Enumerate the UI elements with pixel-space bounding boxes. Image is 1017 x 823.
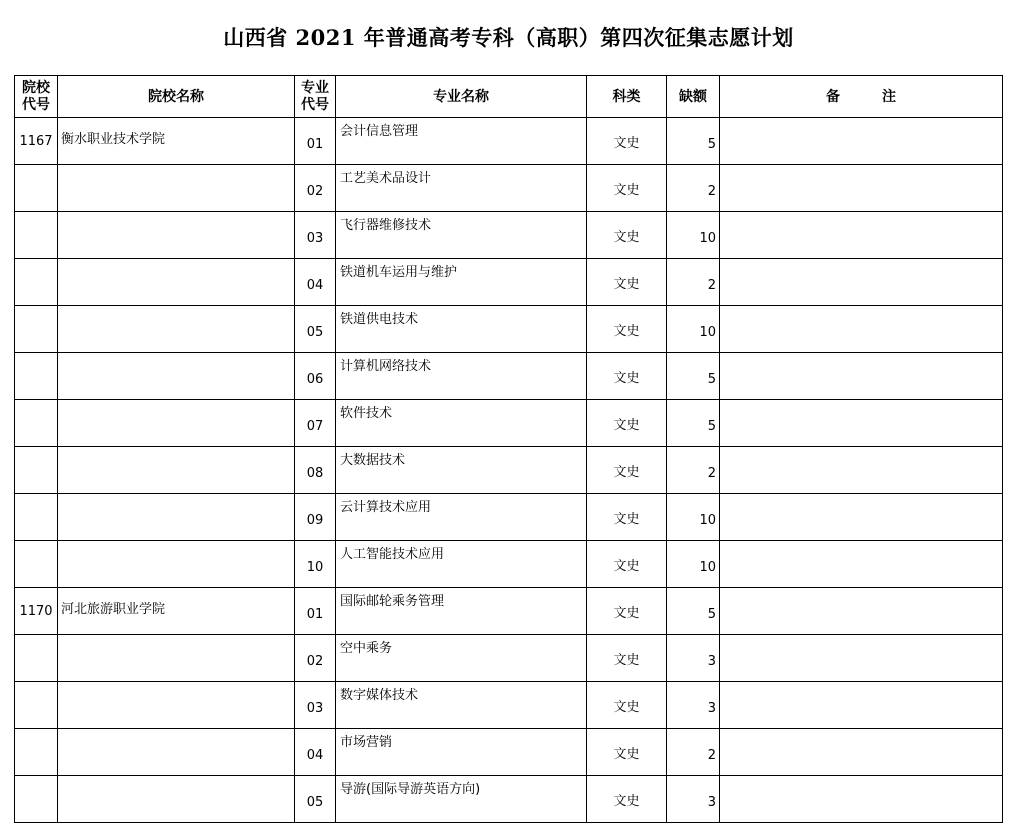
table-row [15,494,1003,541]
cell-major-code: 02 [295,165,336,212]
cell-school-code [15,682,58,729]
cell-subject: 文史 [587,494,667,541]
cell-school-name [58,541,295,588]
table-row [15,400,1003,447]
cell-school-name [58,682,295,729]
cell-school-name [58,729,295,776]
cell-quota: 2 [667,165,720,212]
cell-major-code: 01 [295,588,336,635]
table-row [15,541,1003,588]
cell-major-code: 03 [295,682,336,729]
table-header-row [15,76,1003,118]
cell-major-name: 软件技术 [336,400,587,447]
cell-major-code: 03 [295,212,336,259]
cell-subject: 文史 [587,682,667,729]
cell-note [720,776,1003,823]
cell-major-code: 05 [295,776,336,823]
cell-note [720,729,1003,776]
cell-note [720,635,1003,682]
cell-school-name: 河北旅游职业学院 [58,588,295,635]
cell-note [720,306,1003,353]
cell-school-code [15,259,58,306]
cell-school-code [15,400,58,447]
cell-school-code [15,494,58,541]
cell-major-code: 04 [295,729,336,776]
cell-note [720,447,1003,494]
header-subject: 科类 [587,76,667,118]
cell-note [720,541,1003,588]
cell-quota: 10 [667,541,720,588]
cell-major-name: 铁道供电技术 [336,306,587,353]
cell-school-code: 1167 [15,118,58,165]
cell-school-name: 衡水职业技术学院 [58,118,295,165]
cell-major-name: 会计信息管理 [336,118,587,165]
table-row [15,212,1003,259]
cell-major-name: 空中乘务 [336,635,587,682]
cell-school-name [58,635,295,682]
cell-quota: 2 [667,729,720,776]
table-row [15,447,1003,494]
cell-subject: 文史 [587,306,667,353]
cell-school-code [15,729,58,776]
plan-table-body [15,118,1003,823]
cell-quota: 2 [667,447,720,494]
cell-major-code: 02 [295,635,336,682]
cell-school-name [58,353,295,400]
cell-major-code: 05 [295,306,336,353]
header-major-name: 专业名称 [336,76,587,118]
cell-subject: 文史 [587,635,667,682]
header-school-code-line2: 代号 [22,96,50,113]
cell-school-name [58,259,295,306]
cell-major-name: 数字媒体技术 [336,682,587,729]
page-title: 山西省 2021 年普通高考专科（高职）第四次征集志愿计划 [223,25,794,50]
cell-major-name: 工艺美术品设计 [336,165,587,212]
cell-subject: 文史 [587,541,667,588]
cell-quota: 10 [667,306,720,353]
cell-school-name [58,776,295,823]
cell-school-code: 1170 [15,588,58,635]
cell-school-name [58,494,295,541]
cell-note [720,682,1003,729]
cell-subject: 文史 [587,729,667,776]
cell-major-code: 06 [295,353,336,400]
cell-quota: 5 [667,353,720,400]
cell-school-name [58,400,295,447]
cell-major-code: 10 [295,541,336,588]
table-row [15,588,1003,635]
table-row [15,682,1003,729]
cell-quota: 5 [667,588,720,635]
plan-table [14,75,1003,823]
cell-school-code [15,635,58,682]
cell-major-name: 大数据技术 [336,447,587,494]
table-row [15,776,1003,823]
header-note: 备 注 [720,76,1003,118]
cell-school-code [15,212,58,259]
cell-school-code [15,447,58,494]
cell-quota: 3 [667,776,720,823]
table-row [15,729,1003,776]
cell-note [720,588,1003,635]
table-row [15,353,1003,400]
cell-subject: 文史 [587,165,667,212]
cell-subject: 文史 [587,776,667,823]
cell-major-code: 08 [295,447,336,494]
table-row [15,306,1003,353]
cell-major-name: 飞行器维修技术 [336,212,587,259]
table-row [15,259,1003,306]
cell-school-code [15,165,58,212]
header-major-code [295,76,336,118]
cell-note [720,259,1003,306]
cell-major-name: 云计算技术应用 [336,494,587,541]
cell-school-code [15,541,58,588]
cell-quota: 3 [667,682,720,729]
table-row [15,165,1003,212]
cell-quota: 3 [667,635,720,682]
cell-school-code [15,306,58,353]
cell-quota: 5 [667,118,720,165]
cell-subject: 文史 [587,588,667,635]
cell-subject: 文史 [587,118,667,165]
cell-major-code: 07 [295,400,336,447]
cell-major-code: 09 [295,494,336,541]
cell-major-name: 国际邮轮乘务管理 [336,588,587,635]
cell-subject: 文史 [587,400,667,447]
cell-school-name [58,165,295,212]
cell-school-code [15,776,58,823]
cell-school-code [15,353,58,400]
cell-major-code: 04 [295,259,336,306]
cell-quota: 10 [667,494,720,541]
header-school-name: 院校名称 [58,76,295,118]
cell-quota: 2 [667,259,720,306]
table-row [15,635,1003,682]
cell-subject: 文史 [587,212,667,259]
cell-quota: 10 [667,212,720,259]
cell-note [720,118,1003,165]
cell-major-name: 计算机网络技术 [336,353,587,400]
cell-note [720,165,1003,212]
cell-quota: 5 [667,400,720,447]
cell-school-name [58,306,295,353]
cell-school-name [58,447,295,494]
cell-subject: 文史 [587,447,667,494]
cell-school-name [58,212,295,259]
cell-major-name: 人工智能技术应用 [336,541,587,588]
cell-major-name: 铁道机车运用与维护 [336,259,587,306]
cell-major-code: 01 [295,118,336,165]
cell-note [720,400,1003,447]
cell-major-name: 导游(国际导游英语方向) [336,776,587,823]
header-major-code-line1: 专业 [301,79,329,96]
header-school-code [15,76,58,118]
table-row [15,118,1003,165]
header-quota: 缺额 [667,76,720,118]
cell-subject: 文史 [587,259,667,306]
cell-note [720,353,1003,400]
header-major-code-line2: 代号 [301,96,329,113]
cell-major-name: 市场营销 [336,729,587,776]
cell-subject: 文史 [587,353,667,400]
cell-note [720,494,1003,541]
cell-note [720,212,1003,259]
header-school-code-line1: 院校 [22,79,50,96]
